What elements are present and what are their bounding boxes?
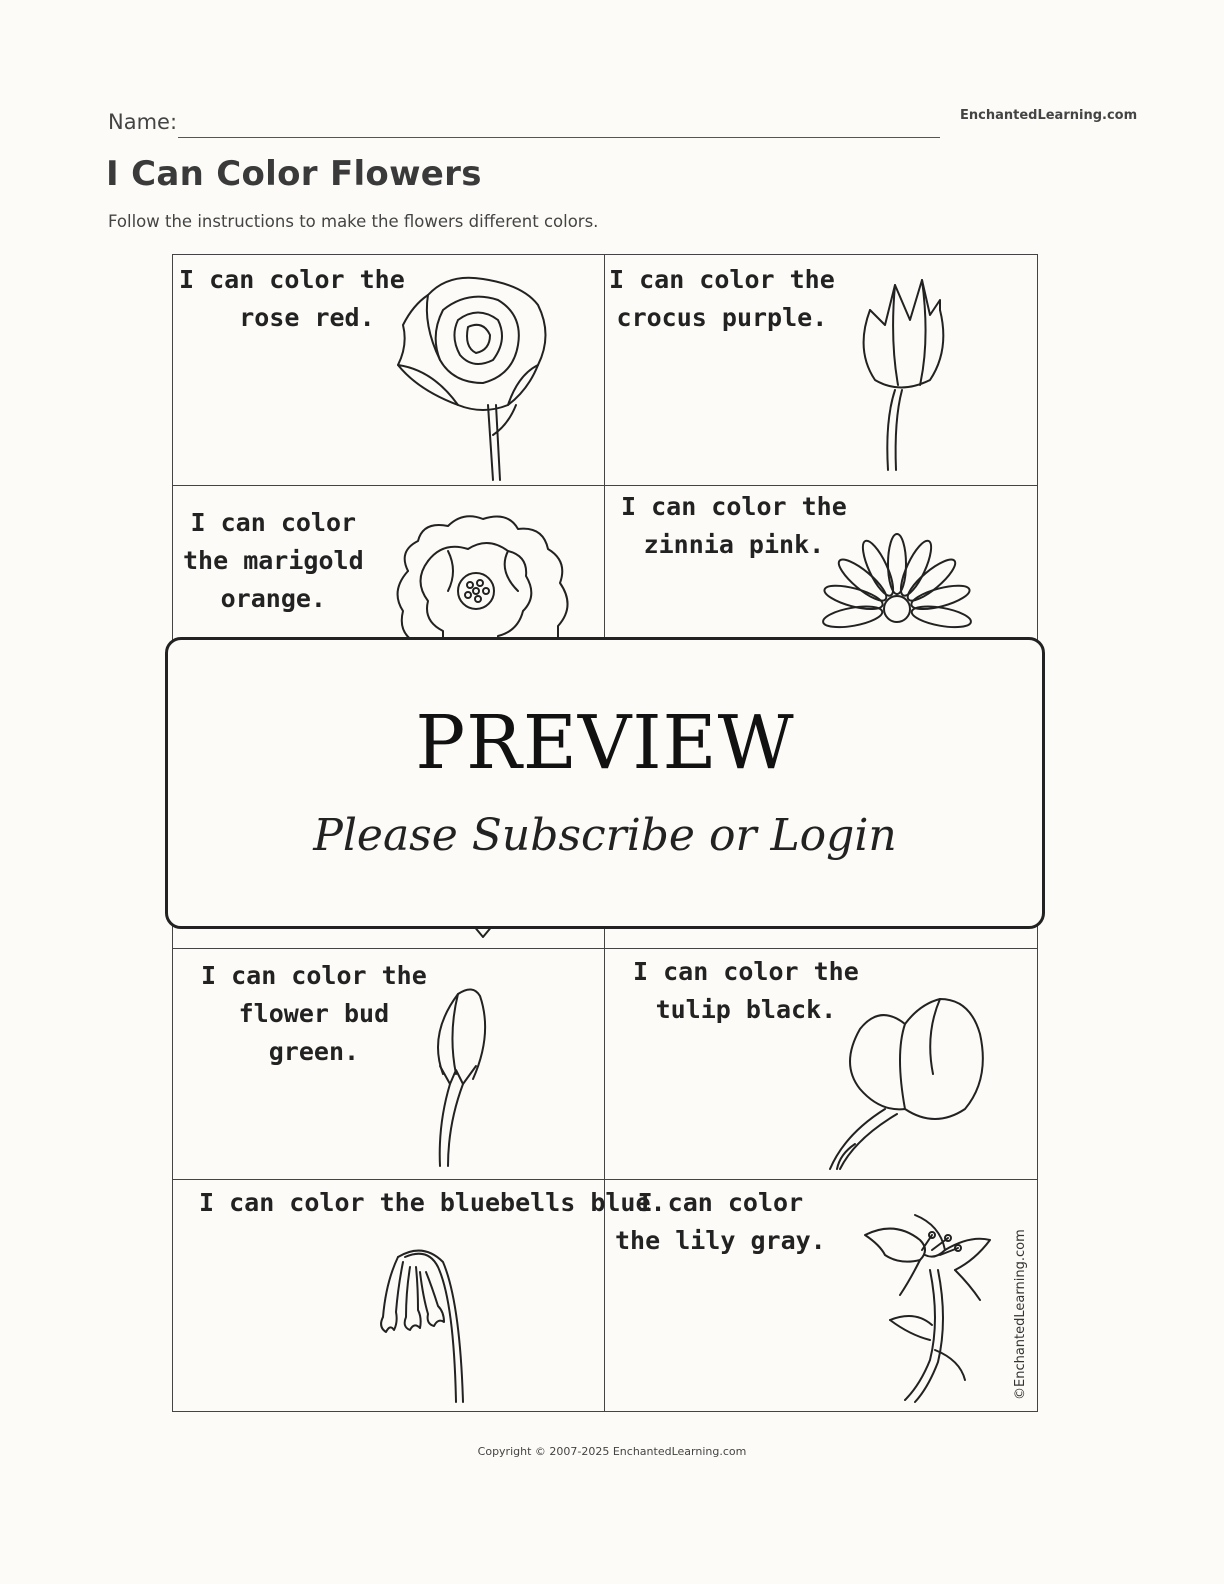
cell-text: I can color the tulip black. <box>633 956 859 1024</box>
bluebells-icon <box>368 1242 478 1407</box>
zinnia-icon <box>815 524 985 644</box>
cell-text: I can color the lily gray. <box>615 1187 826 1255</box>
instructions: Follow the instructions to make the flowers different colors. <box>108 212 599 231</box>
marigold-icon <box>388 511 578 641</box>
footer-copyright: Copyright © 2007-2025 EnchantedLearning.com <box>477 1445 747 1458</box>
cell-text: I can color the bluebells blue. <box>199 1187 666 1217</box>
cell-crocus <box>605 255 1037 486</box>
cell-flower-bud <box>173 949 605 1180</box>
flower-bud-icon <box>418 984 508 1169</box>
rose-icon <box>388 265 558 480</box>
name-line <box>178 137 940 138</box>
subscribe-login-prompt[interactable]: Please Subscribe or Login <box>313 810 897 861</box>
lily-icon <box>860 1210 1000 1405</box>
brand-label: EnchantedLearning.com <box>960 108 1138 123</box>
cell-bluebells <box>173 1180 666 1411</box>
preview-overlay[interactable] <box>165 637 1045 929</box>
cell-tulip <box>605 949 1037 1180</box>
tulip-icon <box>825 994 995 1169</box>
cell-text: I can color the marigold orange. <box>183 508 364 614</box>
page-title: I Can Color Flowers <box>106 154 482 194</box>
cell-text: I can color the flower bud green. <box>201 960 427 1066</box>
name-label: Name: <box>108 110 178 134</box>
preview-title: PREVIEW <box>415 700 795 786</box>
cell-text: I can color the crocus purple. <box>609 265 835 332</box>
cell-rose <box>173 255 605 486</box>
crocus-icon <box>850 270 960 475</box>
cell-text: I can color the zinnia pink. <box>621 492 847 560</box>
cell-text: I can color the rose red. <box>179 265 405 332</box>
cell-lily <box>605 1180 1037 1411</box>
